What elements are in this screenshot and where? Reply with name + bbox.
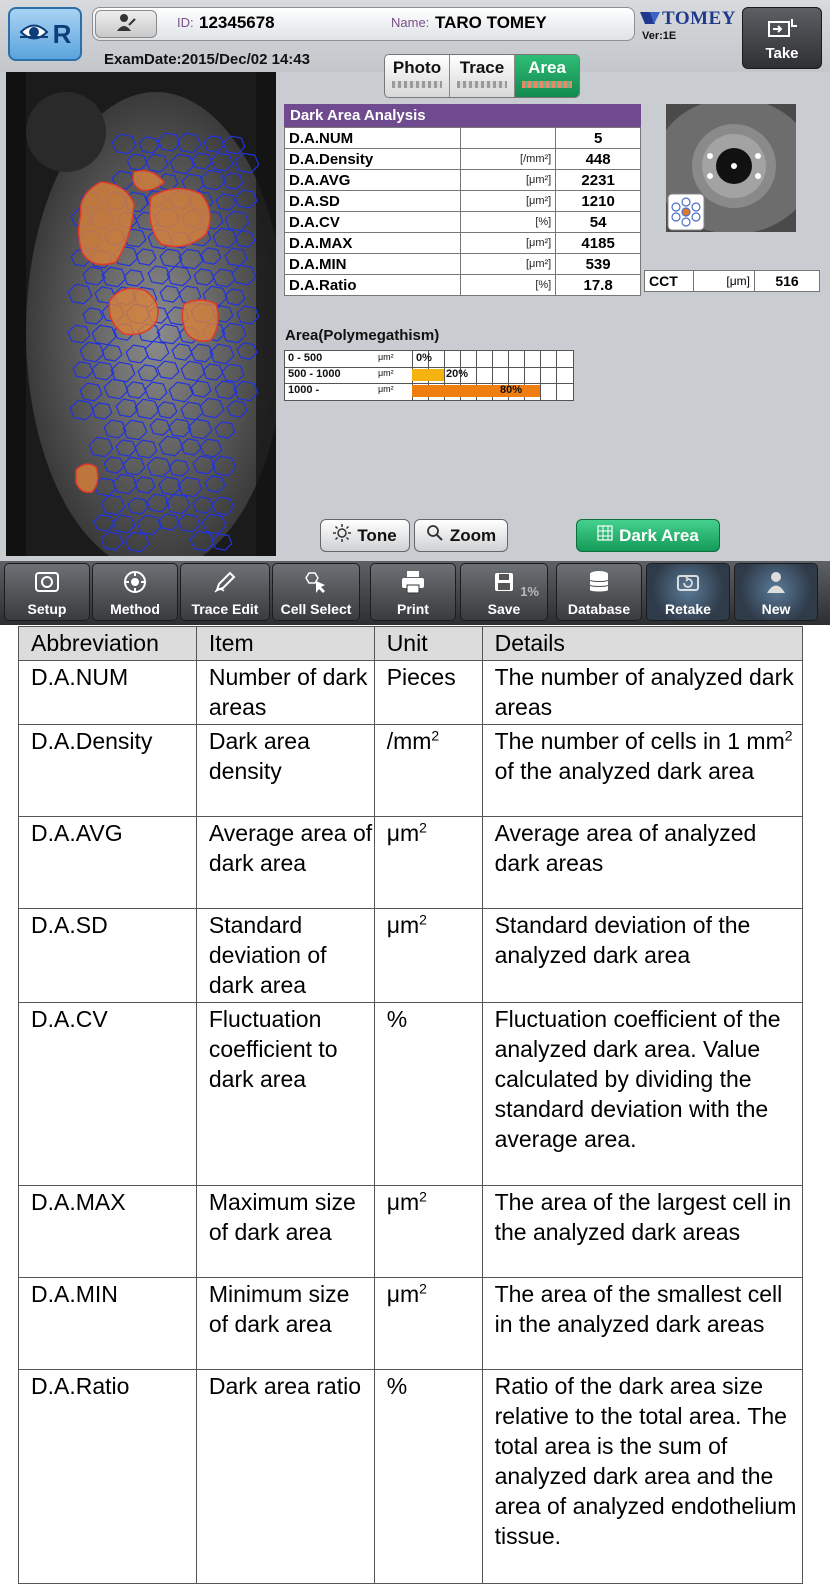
pencil-icon bbox=[212, 569, 238, 595]
dark-area-label: Dark Area bbox=[619, 525, 699, 545]
tab-photo[interactable] bbox=[385, 55, 450, 97]
metric-value: 4185 bbox=[556, 233, 641, 254]
cell-item: Dark area density bbox=[196, 725, 374, 817]
patient-id-value: 12345678 bbox=[199, 13, 275, 32]
trace-edit-button[interactable] bbox=[180, 563, 270, 621]
metric-name: D.A.Ratio bbox=[285, 275, 461, 296]
save-progress-label: 1% bbox=[520, 584, 539, 599]
histogram-percent: 0% bbox=[416, 352, 432, 364]
version-label: Ver:1E bbox=[642, 30, 677, 42]
new-button[interactable] bbox=[734, 563, 818, 621]
table-row bbox=[19, 1278, 803, 1370]
cell-select-icon bbox=[303, 569, 329, 595]
printer-icon bbox=[400, 570, 426, 594]
metric-unit bbox=[460, 128, 556, 149]
tab-thumbnail bbox=[457, 81, 507, 88]
header-details: Details bbox=[482, 627, 802, 661]
table-row bbox=[19, 1003, 803, 1186]
histogram-unit: μm² bbox=[378, 368, 394, 378]
tab-area[interactable] bbox=[515, 55, 579, 97]
setup-label: Setup bbox=[27, 601, 67, 617]
cell-unit: $/mm^2$ bbox=[374, 725, 482, 817]
metric-unit: [μm²] bbox=[460, 254, 556, 275]
method-icon bbox=[122, 569, 148, 595]
histogram-range: 1000 - bbox=[288, 384, 320, 396]
histogram-percent: 20% bbox=[446, 368, 469, 380]
eye-icon bbox=[19, 21, 49, 48]
cell-abbr: D.A.MAX bbox=[19, 1186, 197, 1278]
table-row bbox=[19, 1370, 803, 1584]
histogram-row bbox=[285, 383, 573, 399]
eye-select-button[interactable] bbox=[8, 7, 82, 61]
table-row bbox=[19, 817, 803, 909]
table-header-row bbox=[19, 627, 803, 661]
table-row bbox=[285, 254, 641, 275]
cell-details: The area of the largest cell in the analyzed dark areas bbox=[482, 1186, 802, 1278]
cell-details: Ratio of the dark area size relative to the total area. The total area is the sum of analyzed dark area and the area of analyzed endothelium tissue. bbox=[482, 1370, 802, 1584]
zoom-icon bbox=[426, 524, 444, 547]
metric-value: 17.8 bbox=[556, 275, 641, 296]
metric-unit: [μm²] bbox=[460, 191, 556, 212]
metric-name: D.A.AVG bbox=[285, 170, 461, 191]
table-row bbox=[19, 909, 803, 1003]
histogram-row bbox=[285, 351, 573, 368]
cct-value: 516 bbox=[755, 271, 820, 292]
metric-name: D.A.SD bbox=[285, 191, 461, 212]
cell-abbr: D.A.SD bbox=[19, 909, 197, 1003]
take-label: Take bbox=[765, 45, 799, 62]
tone-button[interactable] bbox=[320, 519, 410, 552]
metric-name: D.A.NUM bbox=[285, 128, 461, 149]
method-label: Method bbox=[110, 601, 160, 617]
cct-label: CCT bbox=[645, 271, 694, 292]
metric-value: 539 bbox=[556, 254, 641, 275]
metric-unit: [μm²] bbox=[460, 233, 556, 254]
cell-item: Standard deviation of dark area bbox=[196, 909, 374, 1003]
save-button[interactable] bbox=[460, 563, 548, 621]
tab-thumbnail bbox=[522, 81, 572, 88]
endothelium-image[interactable] bbox=[6, 72, 276, 556]
table-row bbox=[285, 212, 641, 233]
specular-microscope-screen bbox=[0, 0, 830, 625]
patient-button[interactable] bbox=[95, 10, 157, 38]
setup-icon bbox=[34, 570, 60, 594]
cct-unit: [μm] bbox=[694, 271, 755, 292]
save-icon bbox=[493, 571, 515, 593]
cct-readout bbox=[644, 270, 820, 292]
exam-date: ExamDate:2015/Dec/02 14:43 bbox=[104, 51, 310, 68]
metric-unit: [%] bbox=[460, 212, 556, 233]
metric-unit: [μm²] bbox=[460, 170, 556, 191]
cell-abbr: D.A.NUM bbox=[19, 661, 197, 725]
histogram-range: 500 - 1000 bbox=[288, 368, 341, 380]
histogram-unit: μm² bbox=[378, 352, 394, 362]
tone-icon bbox=[333, 524, 351, 547]
trace-edit-label: Trace Edit bbox=[191, 601, 259, 617]
method-button[interactable] bbox=[92, 563, 178, 621]
cell-unit: $\mu m^2$ bbox=[374, 909, 482, 1003]
metric-value: 448 bbox=[556, 149, 641, 170]
cell-details: Standard deviation of the analyzed dark area bbox=[482, 909, 802, 1003]
table-row bbox=[19, 1186, 803, 1278]
table-row bbox=[285, 128, 641, 149]
save-label: Save bbox=[487, 601, 521, 617]
dark-area-analysis-title: Dark Area Analysis bbox=[284, 104, 641, 127]
person-icon bbox=[765, 570, 787, 594]
header-unit: Unit bbox=[374, 627, 482, 661]
table-row bbox=[285, 191, 641, 212]
tone-label: Tone bbox=[357, 525, 397, 545]
tab-thumbnail bbox=[392, 81, 442, 88]
cell-item: Average area of dark area bbox=[196, 817, 374, 909]
database-label: Database bbox=[567, 601, 631, 617]
metric-name: D.A.MIN bbox=[285, 254, 461, 275]
metric-name: D.A.CV bbox=[285, 212, 461, 233]
tab-label: Area bbox=[528, 58, 566, 77]
cell-unit: % bbox=[374, 1003, 482, 1186]
metric-value: 54 bbox=[556, 212, 641, 233]
table-row bbox=[285, 275, 641, 296]
eye-position-image bbox=[666, 104, 796, 232]
cell-item: Number of dark areas bbox=[196, 661, 374, 725]
patient-id-label: ID: bbox=[177, 15, 194, 30]
setup-button[interactable] bbox=[4, 563, 90, 621]
cell-unit: $\mu m^2$ bbox=[374, 817, 482, 909]
database-icon bbox=[588, 570, 610, 594]
table-row bbox=[285, 149, 641, 170]
polymegathism-title: Area(Polymegathism) bbox=[285, 327, 440, 344]
patient-name-label: Name: bbox=[391, 15, 430, 30]
dark-area-icon bbox=[597, 525, 613, 546]
patient-icon bbox=[115, 12, 137, 37]
print-label: Print bbox=[397, 601, 429, 617]
cell-select-label: Cell Select bbox=[280, 601, 352, 617]
cell-item: Dark area ratio bbox=[196, 1370, 374, 1584]
print-button[interactable] bbox=[370, 563, 456, 621]
metric-name: D.A.MAX bbox=[285, 233, 461, 254]
retake-label: Retake bbox=[665, 601, 711, 617]
zoom-button[interactable] bbox=[414, 519, 508, 552]
cell-unit: $\mu m^2$ bbox=[374, 1186, 482, 1278]
dark-area-button[interactable] bbox=[576, 519, 720, 552]
cell-unit: % bbox=[374, 1370, 482, 1584]
metric-unit: [%] bbox=[460, 275, 556, 296]
eye-side-label: R bbox=[52, 18, 72, 49]
cell-abbr: D.A.Ratio bbox=[19, 1370, 197, 1584]
retake-icon bbox=[675, 571, 701, 593]
patient-info-bar bbox=[92, 7, 635, 41]
brand-logo bbox=[640, 8, 735, 44]
header-item: Item bbox=[196, 627, 374, 661]
cell-item: Minimum size of dark area bbox=[196, 1278, 374, 1370]
cell-item: Fluctuation coefficient to dark area bbox=[196, 1003, 374, 1186]
metric-unit: [/mm²] bbox=[460, 149, 556, 170]
table-row bbox=[19, 661, 803, 725]
cell-unit: Pieces bbox=[374, 661, 482, 725]
metric-value: 1210 bbox=[556, 191, 641, 212]
dark-area-analysis-table bbox=[284, 127, 641, 296]
cell-details: Fluctuation coefficient of the analyzed dark area. Value calculated by dividing the standard deviation with the average area. bbox=[482, 1003, 802, 1186]
database-button[interactable] bbox=[556, 563, 642, 621]
cell-details: The area of the smallest cell in the analyzed dark areas bbox=[482, 1278, 802, 1370]
cell-item: Maximum size of dark area bbox=[196, 1186, 374, 1278]
brand-name: TOMEY bbox=[662, 8, 736, 29]
bottom-toolbar bbox=[0, 561, 830, 625]
cell-abbr: D.A.CV bbox=[19, 1003, 197, 1186]
histogram-range: 0 - 500 bbox=[288, 352, 323, 364]
cell-abbr: D.A.Density bbox=[19, 725, 197, 817]
cell-details: The number of cells in 1 $mm^2$ of the analyzed dark area bbox=[482, 725, 802, 817]
cell-details: The number of analyzed dark areas bbox=[482, 661, 802, 725]
metric-name: D.A.Density bbox=[285, 149, 461, 170]
cell-unit: $\mu m^2$ bbox=[374, 1278, 482, 1370]
abbreviation-table bbox=[18, 626, 803, 1584]
tomey-logo-icon bbox=[640, 10, 660, 26]
metric-value: 2231 bbox=[556, 170, 641, 191]
metric-value: 5 bbox=[556, 128, 641, 149]
zoom-label: Zoom bbox=[449, 525, 497, 545]
tab-label: Photo bbox=[392, 58, 442, 77]
tab-label: Trace bbox=[459, 58, 505, 77]
histogram-bar bbox=[412, 369, 444, 381]
view-tabs bbox=[384, 54, 580, 98]
cell-details: Average area of analyzed dark areas bbox=[482, 817, 802, 909]
histogram-percent: 80% bbox=[500, 384, 523, 396]
cell-abbr: D.A.AVG bbox=[19, 817, 197, 909]
cell-abbr: D.A.MIN bbox=[19, 1278, 197, 1370]
table-row bbox=[285, 233, 641, 254]
header-abbreviation: Abbreviation bbox=[19, 627, 197, 661]
tab-trace[interactable] bbox=[450, 55, 515, 97]
new-label: New bbox=[761, 601, 791, 617]
histogram-unit: μm² bbox=[378, 384, 394, 394]
patient-name-value: TARO TOMEY bbox=[435, 13, 547, 32]
take-button[interactable] bbox=[742, 7, 822, 69]
table-row bbox=[285, 170, 641, 191]
table-row bbox=[19, 725, 803, 817]
cell-select-button[interactable] bbox=[272, 563, 360, 621]
retake-button[interactable] bbox=[646, 563, 730, 621]
take-icon bbox=[765, 16, 799, 40]
polymegathism-histogram bbox=[284, 350, 574, 401]
histogram-row bbox=[285, 367, 573, 384]
